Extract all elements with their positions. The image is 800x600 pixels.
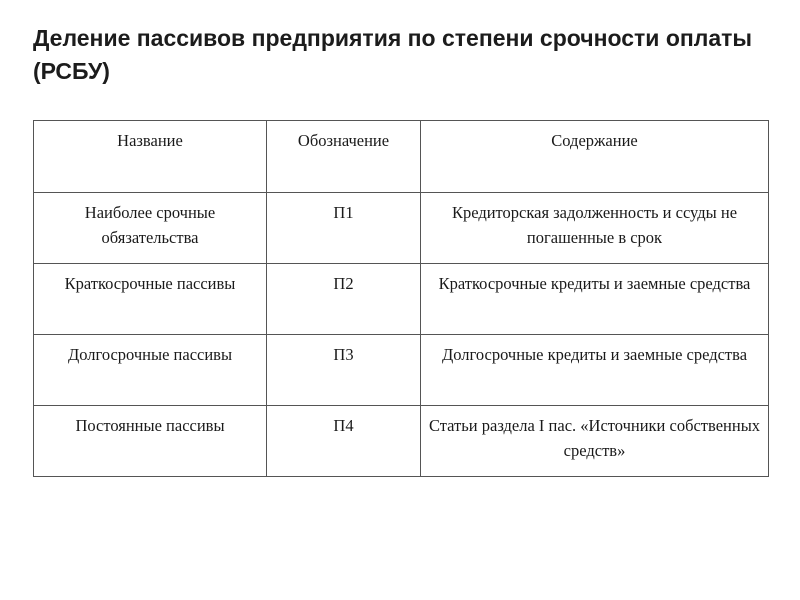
row-code: П4	[267, 406, 421, 477]
table-row	[34, 193, 769, 264]
row-code: П2	[267, 264, 421, 335]
row-content: Статьи раздела I пас. «Источники собственных средств»	[421, 406, 769, 477]
row-name: Долгосрочные пассивы	[34, 335, 267, 406]
header-name: Название	[34, 121, 267, 193]
row-name: Постоянные пассивы	[34, 406, 267, 477]
table-row	[34, 335, 769, 406]
row-code: П3	[267, 335, 421, 406]
page-title: Деление пассивов предприятия по степени срочности оплаты (РСБУ)	[33, 25, 753, 84]
header-code: Обозначение	[267, 121, 421, 193]
row-content: Долгосрочные кредиты и заемные средства	[421, 335, 769, 406]
table-row	[34, 406, 769, 477]
liabilities-table	[33, 120, 769, 477]
row-content: Кредиторская задолженность и ссуды не погашенные в срок	[421, 193, 769, 264]
row-name: Краткосрочные пассивы	[34, 264, 267, 335]
row-name: Наиболее срочные обязательства	[34, 193, 267, 264]
table-header-row	[34, 121, 769, 193]
row-content: Краткосрочные кредиты и заемные средства	[421, 264, 769, 335]
header-content: Содержание	[421, 121, 769, 193]
row-code: П1	[267, 193, 421, 264]
table-row	[34, 264, 769, 335]
